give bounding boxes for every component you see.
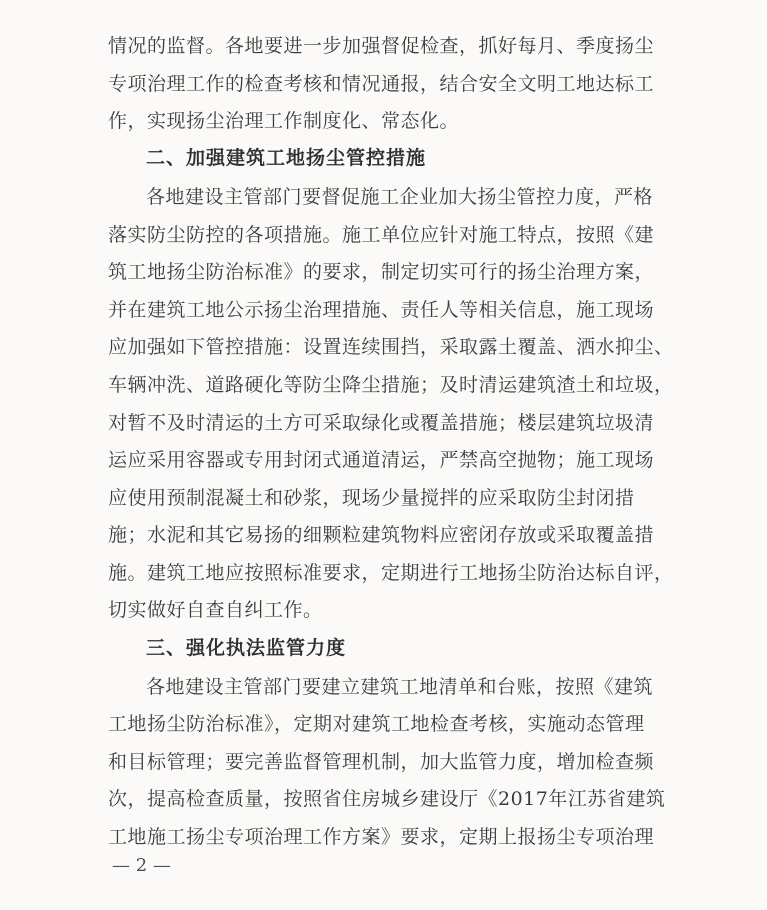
text-line: 切实做好自查自纠工作。	[108, 599, 323, 621]
text-line: 情况的监督。各地要进一步加强督促检查，抓好每月、季度扬尘	[108, 35, 655, 57]
text-line: 运应采用容器或专用封闭式通道清运，严禁高空抛物；施工现场	[108, 449, 655, 471]
text-line: 应加强如下管控措施：设置连续围挡，采取露土覆盖、洒水抑尘、	[108, 336, 674, 358]
page-number: — 2 —	[112, 855, 171, 876]
text-line: 并在建筑工地公示扬尘治理措施、责任人等相关信息，施工现场	[108, 299, 655, 321]
section-heading-2: 二、加强建筑工地扬尘管控措施	[146, 147, 427, 169]
text-line: 施；水泥和其它易扬的细颗粒建筑物料应密闭存放或采取覆盖措	[108, 524, 655, 546]
text-line: 应使用预制混凝土和砂浆，现场少量搅拌的应采取防尘封闭措	[108, 487, 635, 509]
text-line: 对暂不及时清运的土方可采取绿化或覆盖措施；楼层建筑垃圾清	[108, 412, 655, 434]
text-line: 各地建设主管部门要建立建筑工地清单和台账，按照《建筑	[146, 676, 654, 698]
text-line: 工地扬尘防治标准》，定期对建筑工地检查考核，实施动态管理	[108, 713, 645, 735]
text-line: 工地施工扬尘专项治理工作方案》要求，定期上报扬尘专项治理	[108, 826, 655, 848]
text-line: 和目标管理；要完善监督管理机制，加大监管力度，增加检查频	[108, 751, 655, 773]
text-line: 筑工地扬尘防治标准》的要求，制定切实可行的扬尘治理方案，	[108, 261, 655, 283]
text-line: 次，提高检查质量，按照省住房城乡建设厅《2017年江苏省建筑	[108, 788, 666, 810]
text-line: 落实防尘防控的各项措施。施工单位应针对施工特点，按照《建	[108, 224, 655, 246]
text-line: 施。建筑工地应按照标准要求，定期进行工地扬尘防治达标自评，	[108, 562, 674, 584]
text-line: 作，实现扬尘治理工作制度化、常态化。	[108, 110, 460, 132]
text-line: 各地建设主管部门要督促施工企业加大扬尘管控力度，严格	[146, 186, 654, 208]
text-line: 专项治理工作的检查考核和情况通报，结合安全文明工地达标工	[108, 73, 655, 95]
text-line: 车辆冲洗、道路硬化等防尘降尘措施；及时清运建筑渣土和垃圾，	[108, 374, 674, 396]
section-heading-3: 三、强化执法监管力度	[146, 637, 347, 659]
